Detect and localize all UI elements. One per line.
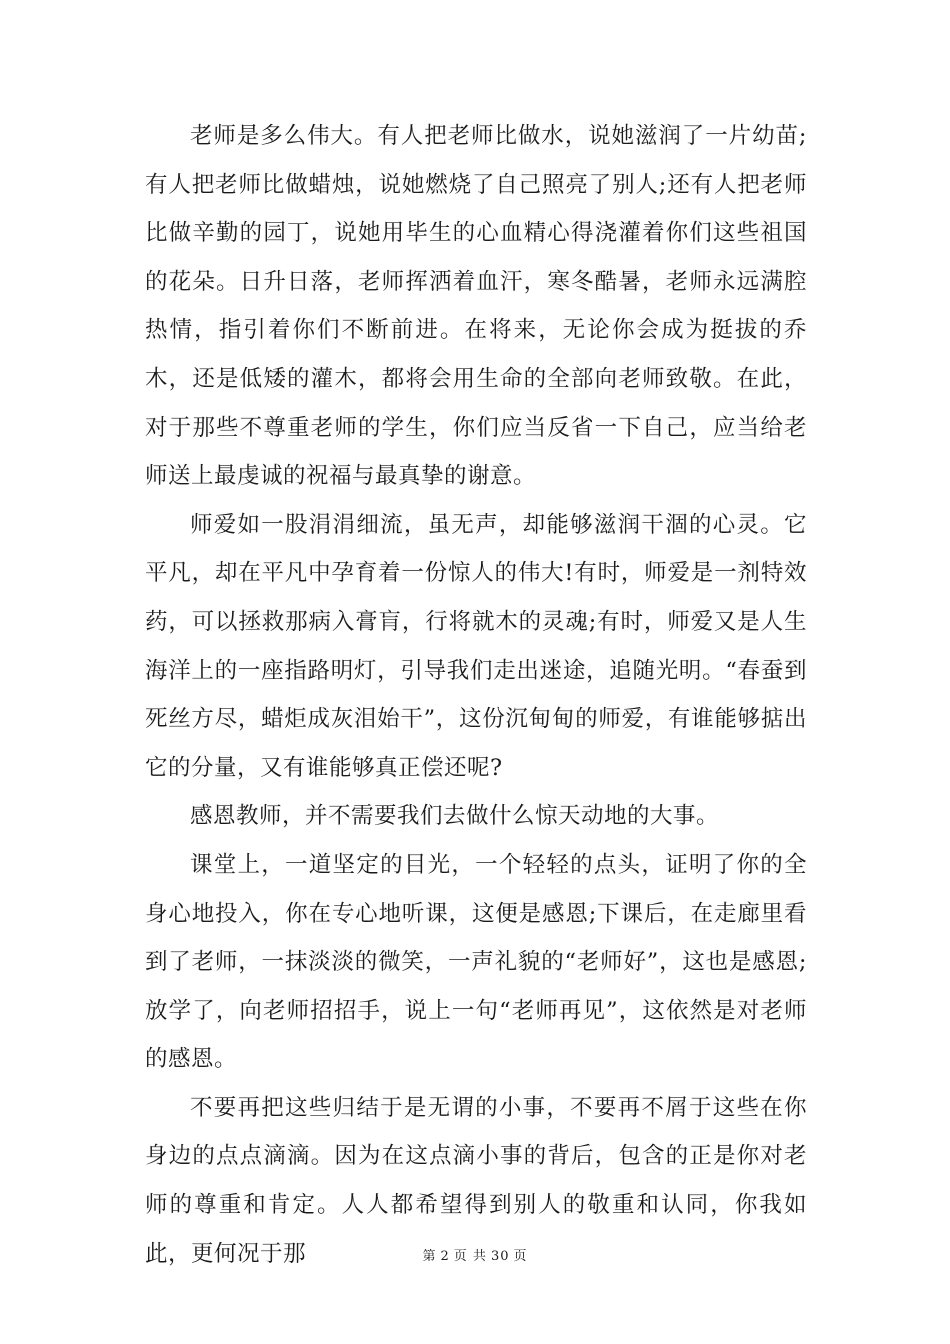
footer-prefix: 第 <box>422 1249 437 1264</box>
current-page-number: 2 <box>440 1249 450 1264</box>
paragraph: 课堂上，一道坚定的目光，一个轻轻的点头，证明了你的全身心地投入，你在专心地听课，这便是感恩;下课后，在走廊里看到了老师，一抹淡淡的微笑，一声礼貌的“老师好”，这也是感恩;放学了，向老师招招手，说上一句“老师再见”，这依然是对老师的感恩。 <box>145 851 807 1073</box>
footer-middle: 页 共 <box>453 1249 487 1264</box>
footer-suffix: 页 <box>513 1249 528 1264</box>
page-footer <box>0 1245 950 1264</box>
paragraph: 师爱如一股涓涓细流，虽无声，却能够滋润干涸的心灵。它平凡，却在平凡中孕育着一份惊人的伟大!有时，师爱是一剂特效药，可以拯救那病入膏肓，行将就木的灵魂;有时，师爱又是人生海洋上的一座指路明灯，引导我们走出迷途，追随光明。“春蚕到死丝方尽，蜡炬成灰泪始干”，这份沉甸甸的师爱，有谁能够掂出它的分量，又有谁能够真正偿还呢? <box>145 511 807 781</box>
paragraph: 感恩教师，并不需要我们去做什么惊天动地的大事。 <box>190 803 720 830</box>
document-body <box>145 112 807 1278</box>
total-pages-number: 30 <box>490 1249 510 1264</box>
paragraph: 老师是多么伟大。有人把老师比做水，说她滋润了一片幼苗;有人把老师比做蜡烛，说她燃烧了自己照亮了别人;还有人把老师比做辛勤的园丁，说她用毕生的心血精心得浇灌着你们这些祖国的花朵。日升日落，老师挥洒着血汗，寒冬酷暑，老师永远满腔热情，指引着你们不断前进。在将来，无论你会成为挺拔的乔木，还是低矮的灌木，都将会用生命的全部向老师致敬。在此，对于那些不尊重老师的学生，你们应当反省一下自己，应当给老师送上最虔诚的祝福与最真挚的谢意。 <box>145 123 807 490</box>
paragraph: 不要再把这些归结于是无谓的小事，不要再不屑于这些在你身边的点点滴滴。因为在这点滴小事的背后，包含的正是你对老师的尊重和肯定。人人都希望得到别人的敬重和认同，你我如此，更何况于那 <box>145 1094 807 1267</box>
